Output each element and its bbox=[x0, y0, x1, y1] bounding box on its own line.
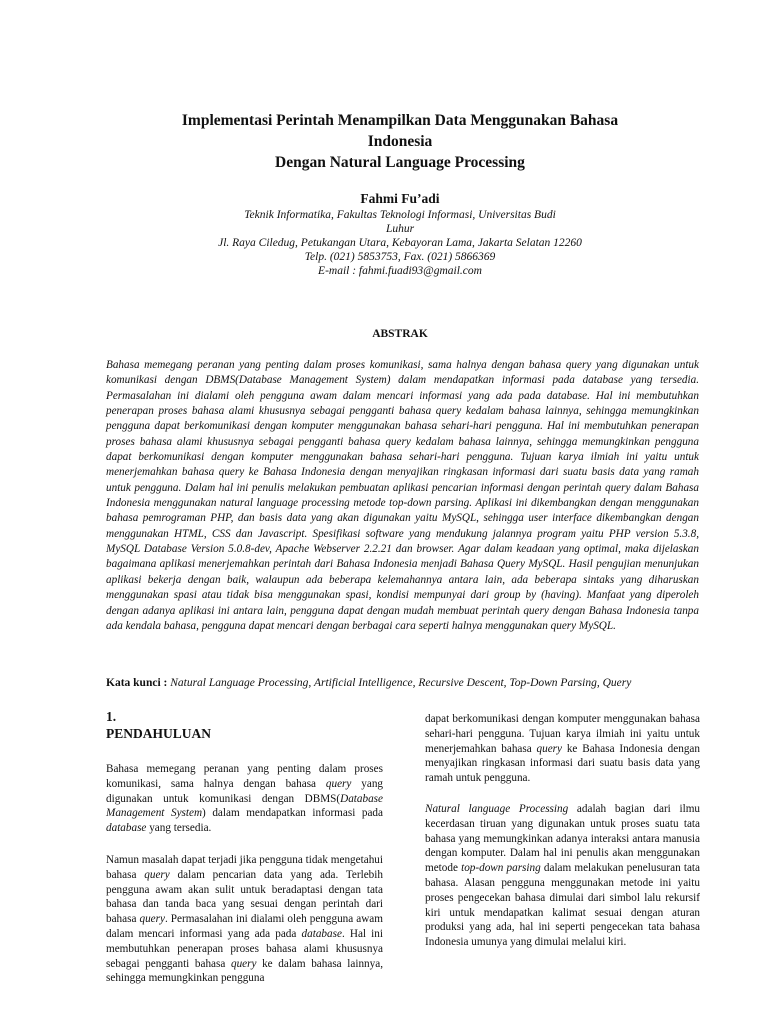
affiliation-line-2: Luhur bbox=[385, 223, 415, 235]
phone-line: Telp. (021) 5853753, Fax. (021) 5866369 bbox=[304, 251, 496, 263]
left-column-paragraph-2: Namun masalah dapat terjadi jika pengguna tidak mengetahui bahasa query dalam pencarian data yang ada. Terlebih pengguna awam akan sulit untuk beradaptasi dengan tata bahasa dan tanda baca yang sesuai dengan perintah dari bahasa query. Permasalahan ini dialami oleh pengguna awam dalam mencari informasi yang ada pada database. Hal ini membutuhkan penerapan proses bahasa alami khususnya sebagai pengganti bahasa query ke dalam bahasa lainnya, sehingga memungkinkan pengguna bbox=[106, 854, 383, 985]
right-column-paragraph-2: Natural language Processing adalah bagian dari ilmu kecerdasan tiruan yang digunakan untuk proses suatu tata bahasa yang memungkinkan adanya interaksi antara manusia dengan komputer. Dalam hal ini penulis akan menggunakan metode top-down parsing dalam melakukan penelusuran tata bahasa. Alasan pengguna menggunakan metode ini yaitu proses pengecekan bahasa dimulai dari simbol lalu rekursif kiri untuk mendapatkan kalimat sesuai dengan aturan produksi yang ada, hal ini seperti pengecekan tata bahasa Indonesia umunya yang dimulai melalui kiri. bbox=[425, 803, 701, 949]
affiliation-line-1: Teknik Informatika, Fakultas Teknologi Informasi, Universitas Budi bbox=[244, 209, 556, 221]
author-name: Fahmi Fu’adi bbox=[360, 191, 440, 206]
section-number: 1. bbox=[106, 709, 117, 724]
author-affiliation bbox=[0, 208, 768, 278]
title-line-2: Indonesia bbox=[367, 133, 433, 150]
abstract-text: Bahasa memegang peranan yang penting dalam proses komunikasi, sama halnya dengan bahasa query yang digunakan untuk komunikasi dengan DBMS(Database Management System) dalam mendapatkan informasi pada database yang tersedia. Permasalahan ini dialami oleh pengguna awam dalam mencari informasi yang ada pada database. Hal ini membutuhkan penerapan proses bahasa alami khususnya sebagai pengganti bahasa query kedalam bahasa lainnya, sehingga memungkinkan pengguna dapat berkomunikasi dengan komputer menggunakan bahasa sehari-hari pengguna. Hal ini membutuhkan penerapan proses bahasa alami khususnya sebagai pengganti bahasa query kedalam bahasa lainnya, sehingga memungkinkan pengguna dapat berkomunikasi dengan komputer menggunakan bahasa sehari-hari pengguna. Tujuan karya ilmiah ini yaitu untuk menerjemahkan bahasa query ke Bahasa Indonesia dengan menyajikan ringkasan informasi dari suatu basis data yang ramah untuk pengguna. Dalam hal ini penulis melakukan pembuatan aplikasi pencarian informasi dengan perintah query dalam Bahasa Indonesia menggunakan natural language processing metode top-down parsing. Aplikasi ini dikembangkan dengan menggunakan bahasa pemrograman PHP, dan basis data yang akan digunakan yaitu MySQL, sehingga user interface dikembangkan dengan menggunakan HTML, CSS dan Javascript. Spesifikasi software yang mendukung jalannya program yaitu PHP version 5.3.8, MySQL Database Version 5.0.8-dev, Apache Webserver 2.2.21 dan browser. Agar dalam keadaan yang optimal, maka dijelaskan bagaimana aplikasi menerjemahkan perintah dari Bahasa Indonesia menjadi Bahasa Query MySQL. Hasil pengujian menunjukan aplikasi bekerja dengan baik, walaupun ada beberapa kelemahannya antara lain, ada beberapa sintaks yang diharuskan menggunakan spasi atau tidak bisa menggunakan spasi, kondisi mempunyai dari group by (having). Manfaat yang diperoleh dengan adanya aplikasi ini antara lain, pengguna dapat dengan mudah membuat perintah query dengan Bahasa Indonesia tanpa ada kendala bahasa, pengguna dapat mencari dengan berbagai cara seperti halnya menggunakan query MySQL. bbox=[106, 359, 699, 632]
keywords bbox=[106, 676, 699, 690]
keywords-text: Natural Language Processing, Artificial Intelligence, Recursive Descent, Top-Down Parsing, Query bbox=[170, 677, 632, 689]
left-column-paragraph-1: Bahasa memegang peranan yang penting dalam proses komunikasi, sama halnya dengan bahasa query yang digunakan untuk komunikasi dengan DBMS(Database Management System) dalam mendapatkan informasi pada database yang tersedia. bbox=[106, 763, 384, 835]
section-title: PENDAHULUAN bbox=[106, 726, 212, 741]
address-line: Jl. Raya Ciledug, Petukangan Utara, Kebayoran Lama, Jakarta Selatan 12260 bbox=[218, 237, 582, 249]
paper-title bbox=[100, 110, 700, 173]
abstract-heading: ABSTRAK bbox=[372, 328, 428, 340]
keywords-label: Kata kunci : bbox=[106, 677, 168, 689]
email-line: E-mail : fahmi.fuadi93@gmail.com bbox=[318, 265, 482, 277]
title-line-1: Implementasi Perintah Menampilkan Data Menggunakan Bahasa bbox=[181, 112, 619, 129]
title-line-3: Dengan Natural Language Processing bbox=[275, 154, 525, 171]
right-column-paragraph-1: dapat berkomunikasi dengan komputer menggunakan bahasa sehari-hari pengguna. Tujuan karya ilmiah ini yaitu untuk menerjemahkan bahasa query ke Bahasa Indonesia dengan menyajikan ringkasan informasi dari suatu basis data yang ramah untuk pengguna. bbox=[425, 713, 700, 785]
